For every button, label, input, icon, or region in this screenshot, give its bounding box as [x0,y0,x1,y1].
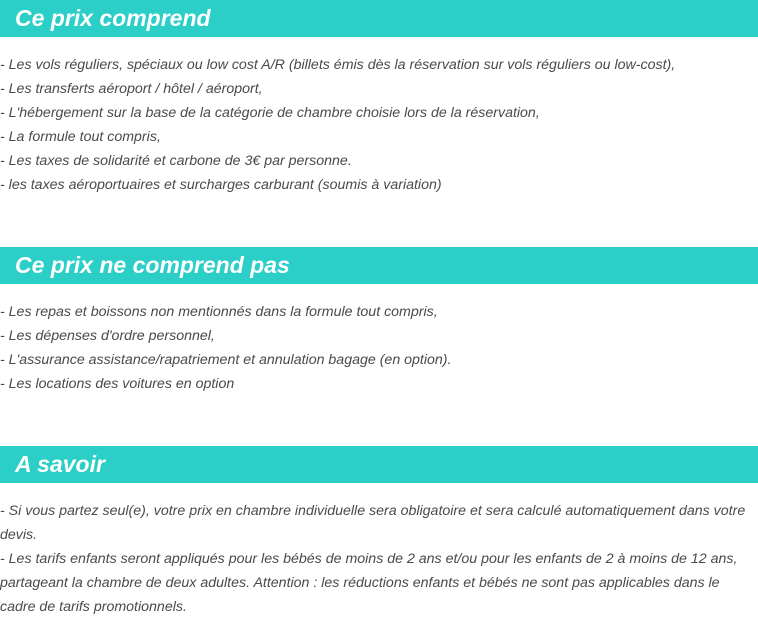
section-title-not-included: Ce prix ne comprend pas [15,252,290,278]
list-item: - Les tarifs enfants seront appliqués pour les bébés de moins de 2 ans et/ou pour les enfants de 2 à moins de 12 ans, partageant la chambre de deux adultes. Attention : les réductions enfants et bébés ne sont pas applicables dans le cadre de tarifs promotionnels. [0,551,738,615]
list-item: - L'hébergement sur la base de la catégorie de chambre choisie lors de la réservation, [0,105,540,121]
list-item: - Les taxes de solidarité et carbone de 3€ par personne. [0,153,352,169]
section-header-good-to-know [0,446,758,483]
good-to-know-list [0,499,752,619]
section-header-included [0,0,758,37]
section-header-not-included [0,247,758,284]
not-included-list [0,300,752,396]
list-item: - les taxes aéroportuaires et surcharges carburant (soumis à variation) [0,177,442,193]
list-item: - Les vols réguliers, spéciaux ou low cost A/R (billets émis dès la réservation sur vols réguliers ou low-cost), [0,57,676,73]
list-item: - Les locations des voitures en option [0,376,235,392]
section-title-included: Ce prix comprend [15,5,211,31]
list-item: - Si vous partez seul(e), votre prix en chambre individuelle sera obligatoire et sera calculé automatiquement dans votre devis. [0,503,746,543]
list-item: - Les transferts aéroport / hôtel / aéroport, [0,81,263,97]
included-list [0,53,752,197]
section-title-good-to-know: A savoir [15,451,105,477]
list-item: - Les repas et boissons non mentionnés dans la formule tout compris, [0,304,438,320]
list-item: - L'assurance assistance/rapatriement et annulation bagage (en option). [0,352,452,368]
list-item: - Les dépenses d'ordre personnel, [0,328,215,344]
list-item: - La formule tout compris, [0,129,161,145]
